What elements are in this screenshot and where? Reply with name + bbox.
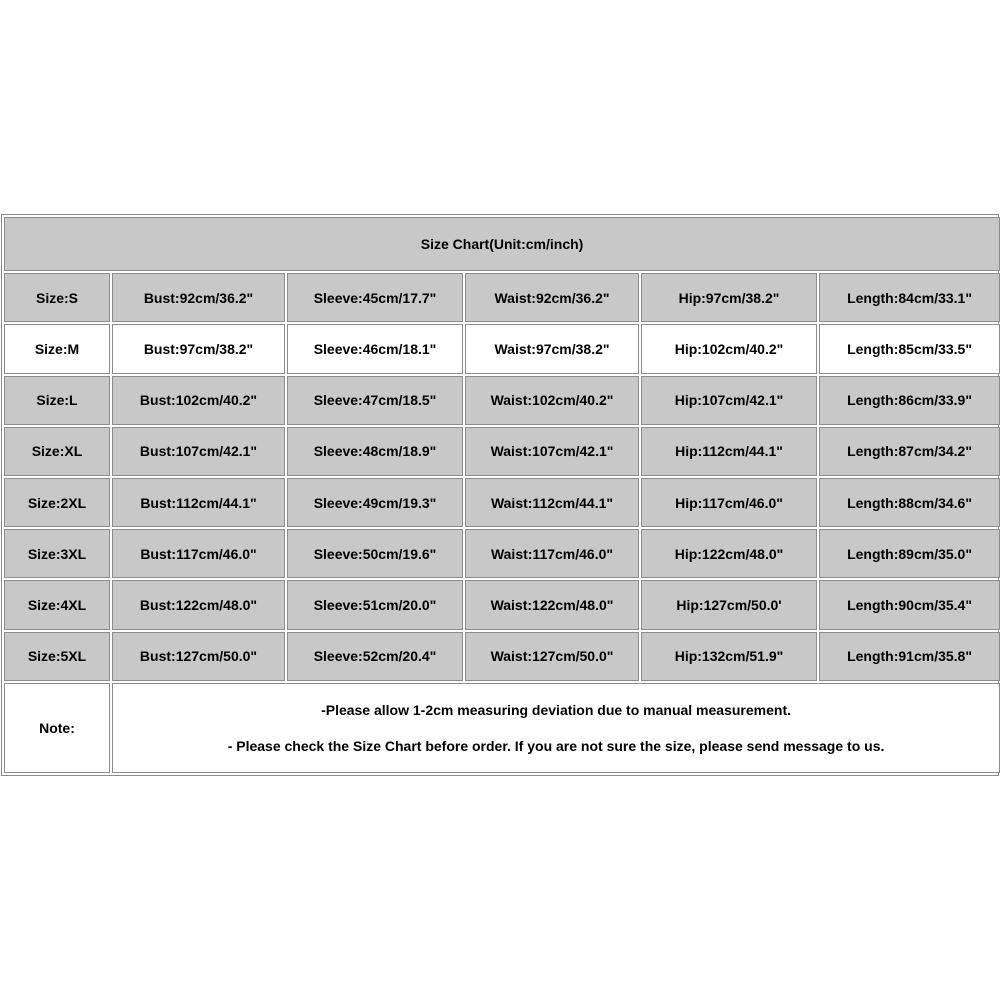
sleeve-cell: Sleeve:50cm/19.6" bbox=[287, 529, 463, 578]
bust-cell: Bust:112cm/44.1" bbox=[112, 478, 285, 527]
sleeve-cell: Sleeve:47cm/18.5" bbox=[287, 376, 463, 425]
table-row bbox=[4, 273, 1000, 322]
size-cell: Size:L bbox=[4, 376, 110, 425]
table-row bbox=[4, 478, 1000, 527]
table-row bbox=[4, 324, 1000, 373]
waist-cell: Waist:102cm/40.2" bbox=[465, 376, 639, 425]
sleeve-cell: Sleeve:52cm/20.4" bbox=[287, 632, 463, 681]
length-cell: Length:86cm/33.9" bbox=[819, 376, 1000, 425]
size-cell: Size:M bbox=[4, 324, 110, 373]
size-cell: Size:2XL bbox=[4, 478, 110, 527]
hip-cell: Hip:107cm/42.1" bbox=[641, 376, 817, 425]
note-label: Note: bbox=[4, 683, 110, 773]
waist-cell: Waist:112cm/44.1" bbox=[465, 478, 639, 527]
size-cell: Size:5XL bbox=[4, 632, 110, 681]
note-row bbox=[4, 683, 1000, 773]
waist-cell: Waist:122cm/48.0" bbox=[465, 580, 639, 629]
size-cell: Size:XL bbox=[4, 427, 110, 476]
bust-cell: Bust:97cm/38.2" bbox=[112, 324, 285, 373]
waist-cell: Waist:92cm/36.2" bbox=[465, 273, 639, 322]
table-row bbox=[4, 580, 1000, 629]
length-cell: Length:84cm/33.1" bbox=[819, 273, 1000, 322]
size-chart bbox=[1, 214, 999, 776]
size-chart-table bbox=[2, 215, 1000, 775]
hip-cell: Hip:102cm/40.2" bbox=[641, 324, 817, 373]
table-row bbox=[4, 427, 1000, 476]
sleeve-cell: Sleeve:45cm/17.7" bbox=[287, 273, 463, 322]
length-cell: Length:89cm/35.0" bbox=[819, 529, 1000, 578]
bust-cell: Bust:92cm/36.2" bbox=[112, 273, 285, 322]
length-cell: Length:88cm/34.6" bbox=[819, 478, 1000, 527]
hip-cell: Hip:117cm/46.0" bbox=[641, 478, 817, 527]
sleeve-cell: Sleeve:51cm/20.0" bbox=[287, 580, 463, 629]
title-row bbox=[4, 217, 1000, 271]
hip-cell: Hip:122cm/48.0" bbox=[641, 529, 817, 578]
bust-cell: Bust:117cm/46.0" bbox=[112, 529, 285, 578]
length-cell: Length:91cm/35.8" bbox=[819, 632, 1000, 681]
size-cell: Size:4XL bbox=[4, 580, 110, 629]
size-cell: Size:3XL bbox=[4, 529, 110, 578]
hip-cell: Hip:97cm/38.2" bbox=[641, 273, 817, 322]
hip-cell: Hip:112cm/44.1" bbox=[641, 427, 817, 476]
bust-cell: Bust:122cm/48.0" bbox=[112, 580, 285, 629]
bust-cell: Bust:127cm/50.0" bbox=[112, 632, 285, 681]
note-text bbox=[112, 683, 1000, 773]
waist-cell: Waist:107cm/42.1" bbox=[465, 427, 639, 476]
note-line: -Please allow 1-2cm measuring deviation due to manual measurement. bbox=[321, 701, 791, 718]
sleeve-cell: Sleeve:49cm/19.3" bbox=[287, 478, 463, 527]
note-line: - Please check the Size Chart before order. If you are not sure the size, please send message to us. bbox=[227, 737, 885, 754]
table-row bbox=[4, 529, 1000, 578]
length-cell: Length:90cm/35.4" bbox=[819, 580, 1000, 629]
bust-cell: Bust:107cm/42.1" bbox=[112, 427, 285, 476]
length-cell: Length:85cm/33.5" bbox=[819, 324, 1000, 373]
waist-cell: Waist:117cm/46.0" bbox=[465, 529, 639, 578]
size-cell: Size:S bbox=[4, 273, 110, 322]
waist-cell: Waist:97cm/38.2" bbox=[465, 324, 639, 373]
table-row bbox=[4, 632, 1000, 681]
sleeve-cell: Sleeve:46cm/18.1" bbox=[287, 324, 463, 373]
waist-cell: Waist:127cm/50.0" bbox=[465, 632, 639, 681]
table-row bbox=[4, 376, 1000, 425]
length-cell: Length:87cm/34.2" bbox=[819, 427, 1000, 476]
hip-cell: Hip:132cm/51.9" bbox=[641, 632, 817, 681]
sleeve-cell: Sleeve:48cm/18.9" bbox=[287, 427, 463, 476]
chart-title: Size Chart(Unit:cm/inch) bbox=[4, 217, 1000, 271]
bust-cell: Bust:102cm/40.2" bbox=[112, 376, 285, 425]
hip-cell: Hip:127cm/50.0' bbox=[641, 580, 817, 629]
